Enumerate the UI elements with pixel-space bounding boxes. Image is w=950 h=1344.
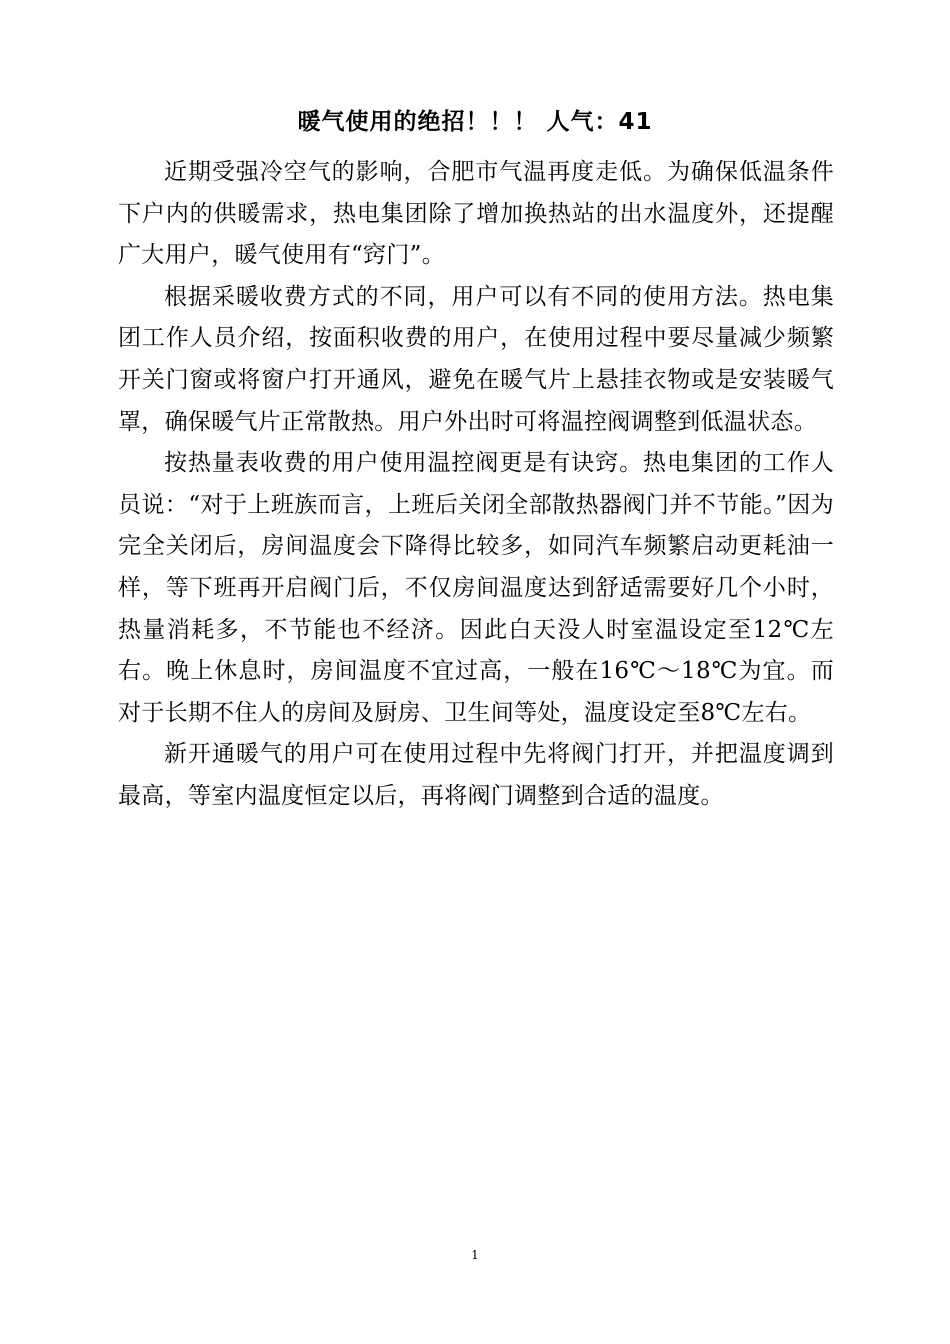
paragraph: 新开通暖气的用户可在使用过程中先将阀门打开，并把温度调到最高，等室内温度恒定以后，再将阀门调整到合适的温度。 [118, 741, 834, 809]
page-number: 1 [471, 1248, 479, 1262]
document-body [118, 152, 834, 818]
paragraph: 根据采暖收费方式的不同，用户可以有不同的使用方法。热电集团工作人员介绍，按面积收费的用户，在使用过程中要尽量减少频繁开关门窗或将窗户打开通风，避免在暖气片上悬挂衣物或是安装暖气罩，确保暖气片正常散热。用户外出时可将温控阀调整到低温状态。 [118, 283, 834, 435]
document-title: 暖气使用的绝招！！！ 人气：41 [297, 109, 653, 135]
paragraph: 按热量表收费的用户使用温控阀更是有诀窍。热电集团的工作人员说：“对于上班族而言，上班后关闭全部散热器阀门并不节能。”因为完全关闭后，房间温度会下降得比较多，如同汽车频繁启动更耗油一样，等下班再开启阀门后，不仅房间温度达到舒适需要好几个小时，热量消耗多，不节能也不经济。因此白天没人时室温设定至12℃左右。晚上休息时，房间温度不宜过高，一般在16℃～18℃为宜。而对于长期不住人的房间及厨房、卫生间等处，温度设定至8℃左右。 [118, 450, 834, 726]
paragraph: 近期受强冷空气的影响，合肥市气温再度走低。为确保低温条件下户内的供暖需求，热电集团除了增加换热站的出水温度外，还提醒广大用户，暖气使用有“窍门”。 [118, 159, 834, 269]
